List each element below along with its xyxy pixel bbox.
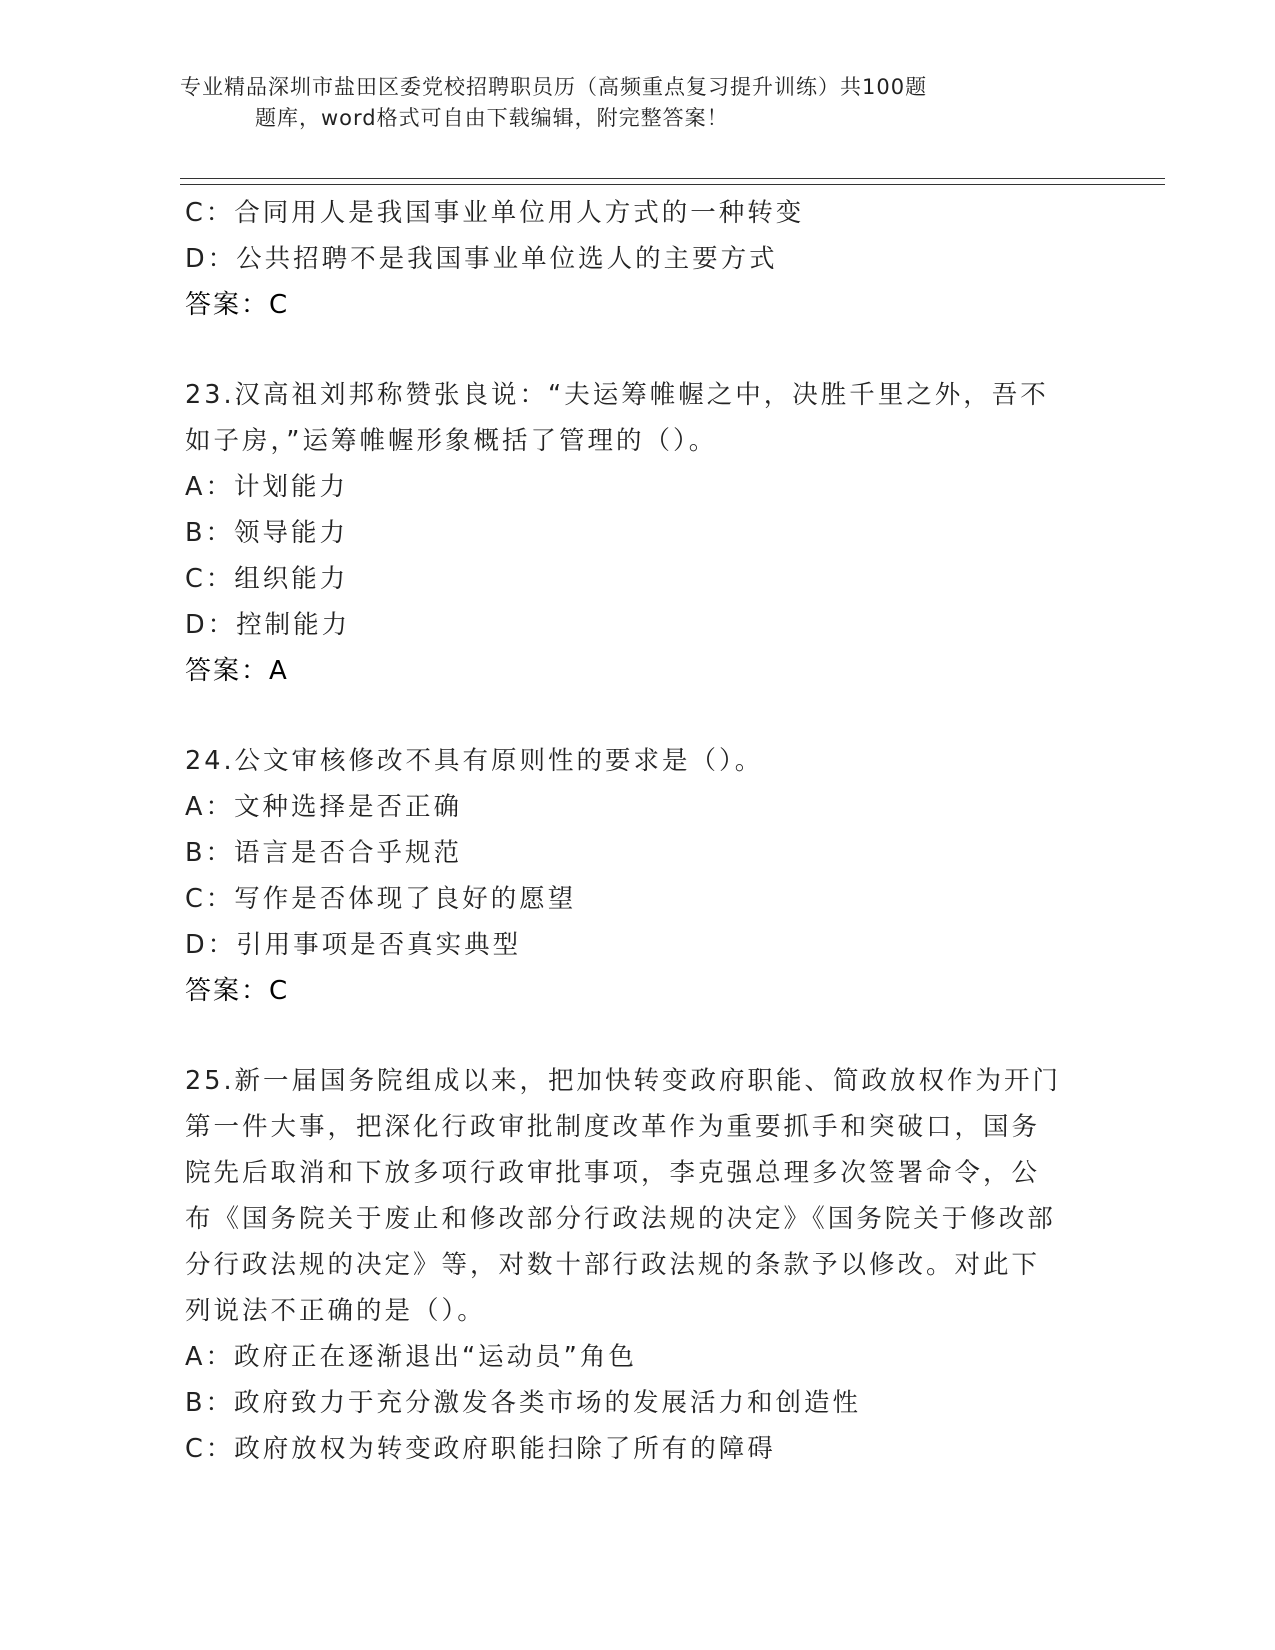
option-b: B：政府致力于充分激发各类市场的发展活力和创造性 [185, 1388, 861, 1418]
question-stem: 25.新一届国务院组成以来，把加快转变政府职能、简政放权作为开门第一件大事，把深化行政审批制度改革作为重要抓手和突破口，国务院先后取消和下放多项行政审批事项，李克强总理多次签署命令，公布《国务院关于废止和修改部分行政法规的决定》《国务院关于修改部分行政法规的决定》等，对数十部行政法规的条款予以修改。对此下列说法不正确的是（）。 [185, 1066, 1062, 1326]
spacer [185, 1014, 1065, 1058]
option-d: D：控制能力 [185, 610, 351, 640]
question-22-continued [185, 190, 1065, 328]
option-c: C：合同用人是我国事业单位用人方式的一种转变 [185, 198, 805, 228]
header-title-line-1: 专业精品深圳市盐田区委党校招聘职员历（高频重点复习提升训练）共100题 [180, 75, 928, 99]
document-header [180, 72, 1080, 134]
question-stem: 24.公文审核修改不具有原则性的要求是（）。 [185, 746, 764, 776]
answer-line: 答案：C [185, 976, 290, 1006]
option-a: A：计划能力 [185, 472, 348, 502]
option-a: A：文种选择是否正确 [185, 792, 462, 822]
question-23 [185, 372, 1065, 694]
option-b: B：语言是否合乎规范 [185, 838, 462, 868]
header-title-line-2: 题库，word格式可自由下载编辑，附完整答案！ [255, 106, 729, 130]
question-25 [185, 1058, 1065, 1472]
option-d: D：公共招聘不是我国事业单位选人的主要方式 [185, 244, 778, 274]
option-d: D：引用事项是否真实典型 [185, 930, 522, 960]
header-double-rule [180, 178, 1165, 185]
spacer [185, 328, 1065, 372]
spacer [185, 694, 1065, 738]
option-c: C：写作是否体现了良好的愿望 [185, 884, 577, 914]
option-a: A：政府正在逐渐退出“运动员”角色 [185, 1342, 637, 1372]
question-24 [185, 738, 1065, 1014]
option-c: C：政府放权为转变政府职能扫除了所有的障碍 [185, 1434, 776, 1464]
question-content [185, 190, 1065, 1472]
question-stem: 23.汉高祖刘邦称赞张良说：“夫运筹帷幄之中，决胜千里之外，吾不如子房，”运筹帷幄形象概括了管理的（）。 [185, 380, 1049, 456]
answer-line: 答案：A [185, 656, 289, 686]
option-c: C：组织能力 [185, 564, 349, 594]
option-b: B：领导能力 [185, 518, 348, 548]
answer-line: 答案：C [185, 290, 290, 320]
